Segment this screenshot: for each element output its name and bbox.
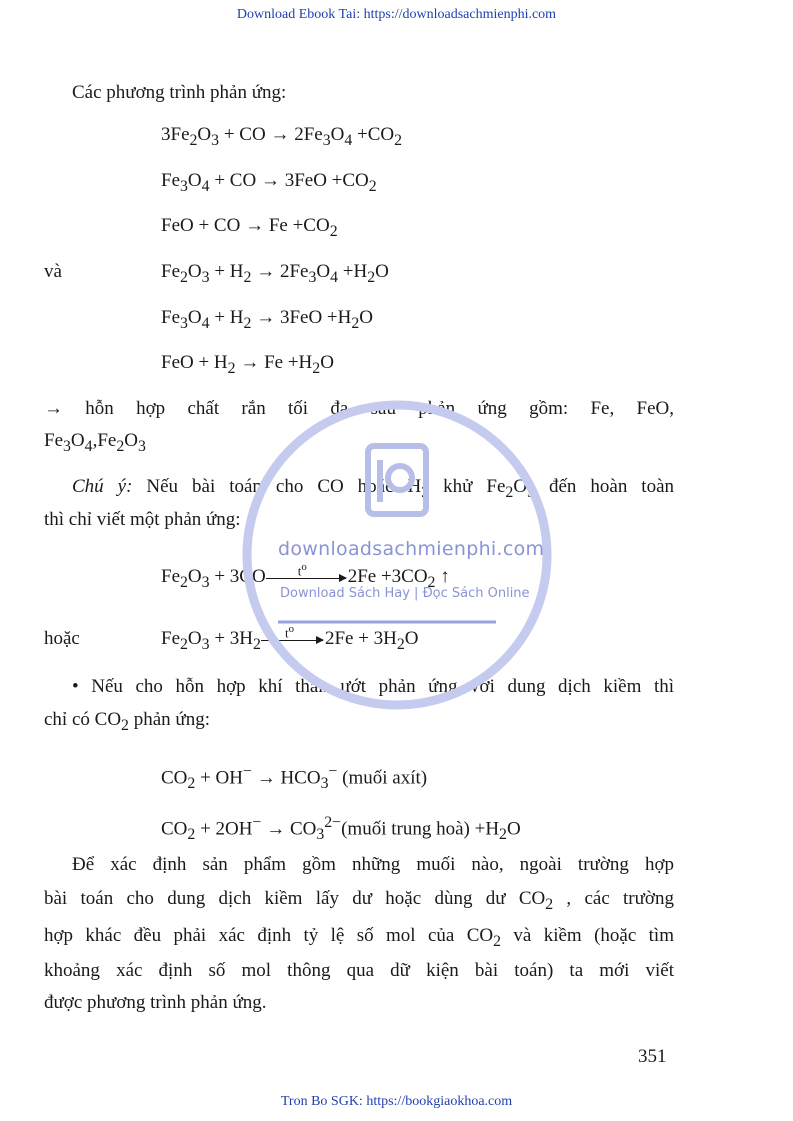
- heating-condition: $t^o$: [284, 623, 294, 641]
- heating-arrow: [261, 623, 325, 650]
- complete-reaction-prefix-hoac: hoặc: [44, 628, 80, 649]
- reaction-right: $2Fe + 3H_2O$: [324, 628, 419, 653]
- conclusion-line-5: được phương trình phản ứng.: [44, 992, 267, 1013]
- complete-reaction-2: [161, 623, 419, 656]
- conclusion-line-3: hợp khác đều phải xác định tỷ lệ số mol của $CO_2$ và kiềm (hoặc tìm: [44, 925, 674, 950]
- watermark: [240, 398, 554, 712]
- conclusion-line-2: bài toán cho dung dịch kiềm lấy dư hoặc dùng dư $CO_2$ , các trường: [44, 888, 674, 913]
- header-download-link[interactable]: Download Ebook Tai: https://downloadsachmienphi.com: [236, 7, 557, 22]
- reaction-right: $2Fe +3CO_2$ ↑: [347, 566, 450, 591]
- footer-download-link[interactable]: Tron Bo SGK: https://bookgiaokhoa.com: [280, 1094, 513, 1109]
- note-label: Chú ý:: [72, 476, 133, 497]
- reaction-left: $Fe_2O_3 + 3CO$: [161, 566, 266, 591]
- equation-3: FeO + CO → $Fe +CO_2$: [161, 215, 338, 240]
- equation-6: FeO + $H_2 \to Fe +H_2O$: [161, 352, 334, 377]
- complete-reaction-1: [161, 561, 450, 594]
- watermark-tagline: Download Sách Hay | Đọc Sách Online: [280, 586, 530, 601]
- conclusion-line-1: Để xác định sản phẩm gồm những muối nào, ngoài trường hợp: [72, 854, 674, 875]
- result-line-1: → hỗn hợp chất rắn tối đa sau phản ứng gồm: Fe, FeO,: [44, 398, 674, 419]
- note-body: Nếu bài toán cho CO hoặc $H_2$ khử $Fe_2O_3$ đến hoàn toàn: [146, 476, 675, 501]
- watermark-seal-icon: [240, 398, 554, 712]
- equation-prefix-va: và: [44, 261, 62, 282]
- page-number: 351: [638, 1046, 667, 1067]
- equation-1: $3Fe_2O_3$ + CO → $2Fe_3O_4 +CO_2$: [161, 124, 403, 149]
- intro-text: Các phương trình phản ứng:: [72, 82, 287, 103]
- watermark-site: downloadsachmienphi.com: [278, 538, 545, 560]
- bullet-line-1: • Nếu cho hỗn hợp khí than ướt phản ứng với dung dịch kiềm thì: [72, 676, 674, 697]
- result-line-2: $Fe_3O_4,Fe_2O_3$: [44, 430, 146, 455]
- equation-4: $Fe_2O_3 + H_2 \to 2Fe_3O_4 +H_2O$: [161, 261, 389, 286]
- equation-5: $Fe_3O_4 + H_2 \to 3FeO +H_2O$: [161, 307, 374, 332]
- equation-2: $Fe_3O_4$ + CO → $3FeO +CO_2$: [161, 170, 377, 195]
- conclusion-line-4: khoảng xác định số mol thông qua dữ kiện bài toán) ta mới viết: [44, 960, 674, 981]
- heating-condition: $t^o$: [297, 561, 307, 579]
- heating-arrow: [266, 561, 348, 588]
- alkali-reaction-1: $CO_2 + OH^- \to HCO_3^-$ (muối axít): [161, 763, 428, 793]
- note-line-2: thì chỉ viết một phản ứng:: [44, 509, 241, 530]
- alkali-reaction-2: $CO_2 + 2OH^-$ → $CO_3^{2-}(muối$ trung hoà) $+H_2O$: [161, 814, 521, 844]
- note-line-1: [72, 476, 674, 504]
- reaction-left: $Fe_2O_3 + 3H_2$: [161, 628, 261, 653]
- bullet-line-2: chỉ có $CO_2$ phản ứng:: [44, 709, 210, 734]
